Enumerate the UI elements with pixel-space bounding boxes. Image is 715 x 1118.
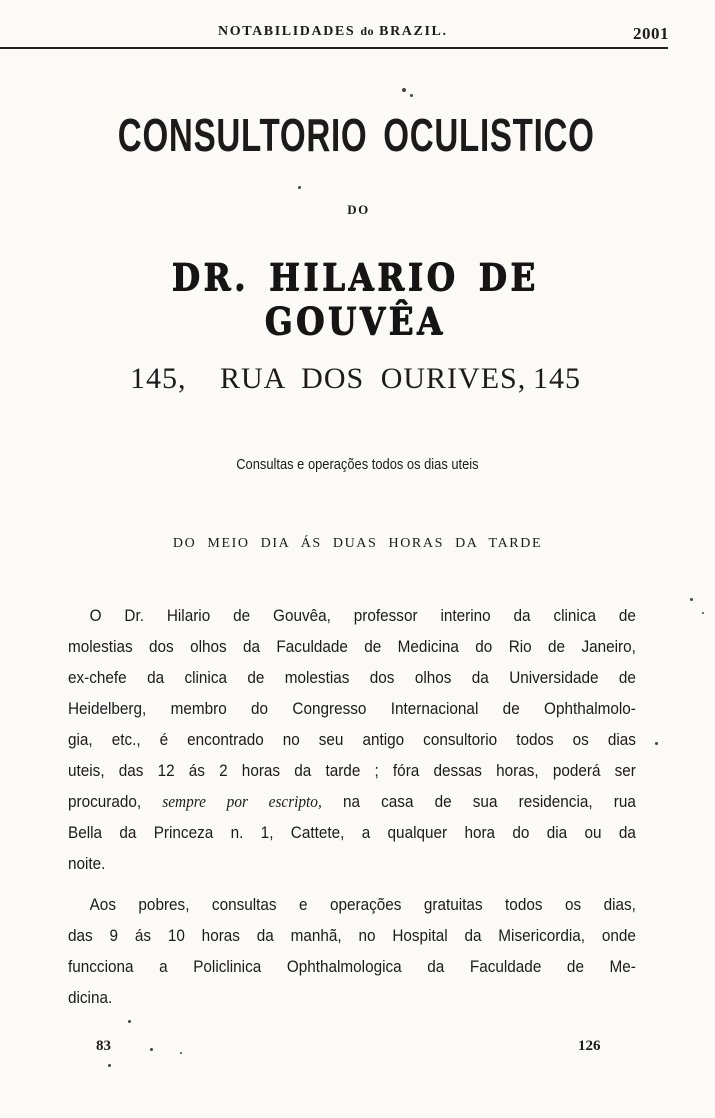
footer-left-number: 83 [96,1038,111,1054]
page-footer [0,1038,715,1060]
print-speck [402,88,406,92]
print-speck [655,742,658,745]
print-speck [298,186,301,189]
paragraph-line: Aos pobres, consultas e operações gratuitas todos os dias, [89,895,636,914]
title-word-2: OCULISTICO [383,109,595,161]
paragraph-line: gia, etc., é encontrado no seu antigo consultorio todos os dias [68,730,636,749]
footer-right-number: 126 [578,1038,601,1054]
address-number-left: 145, [130,362,187,395]
print-speck [690,598,693,601]
paragraph-2 [68,889,636,1013]
running-title-end: BRAZIL. [379,24,448,39]
paragraph-line: das 9 ás 10 horas da manhã, no Hospital da Misericordia, onde [68,926,636,945]
paragraph-line: noite. [68,854,106,873]
print-speck [702,612,704,614]
line-text: procurado, [68,792,142,811]
consultas-line: Consultas e operações todos os dias uteis [236,456,479,473]
running-title [218,24,448,40]
address-number-right: 145 [533,362,581,395]
doctor-name: DR. HILARIO DE GOUVÊA [171,255,539,343]
paragraph-line [68,786,636,817]
paragraph-line: dicina. [68,988,113,1007]
print-speck [180,1052,182,1054]
italic-phrase: sempre por escripto, [162,792,322,811]
print-speck [108,1064,111,1067]
line-text: na casa de sua residencia, rua [342,792,636,811]
paragraph-line: ex-chefe da clinica de molestias dos olhos da Universidade de [68,668,636,687]
title-word-1: CONSULTORIO [117,109,368,161]
print-speck [150,1048,153,1051]
print-speck [128,1020,131,1023]
print-speck [410,94,413,97]
running-head [0,22,715,48]
paragraph-line: funcciona a Policlinica Ophthalmologica da Faculdade de Me- [68,957,636,976]
hours-line: DO MEIO DIA ÁS DUAS HORAS DA TARDE [172,536,543,551]
body-text [68,600,636,1013]
header-rule [0,47,668,49]
page-number: 2001 [633,24,669,43]
page-title [99,108,614,162]
paragraph-line: Heidelberg, membro do Congresso Internacional de Ophthalmolo- [68,699,636,718]
paragraph-line: O Dr. Hilario de Gouvêa, professor interino da clinica de [89,606,636,625]
paragraph-1 [68,600,636,879]
address-street: RUA DOS OURIVES, [220,362,527,395]
paragraph-line: uteis, das 12 ás 2 horas da tarde ; fóra dessas horas, poderá ser [68,761,636,780]
paragraph-line: molestias dos olhos da Faculdade de Medicina do Rio de Janeiro, [68,637,636,656]
paragraph-line: Bella da Princeza n. 1, Cattete, a qualquer hora do dia ou da [68,823,636,842]
running-title-main: NOTABILIDADES [218,24,356,39]
preposition: DO [347,202,370,217]
running-title-connector: do [360,24,375,38]
